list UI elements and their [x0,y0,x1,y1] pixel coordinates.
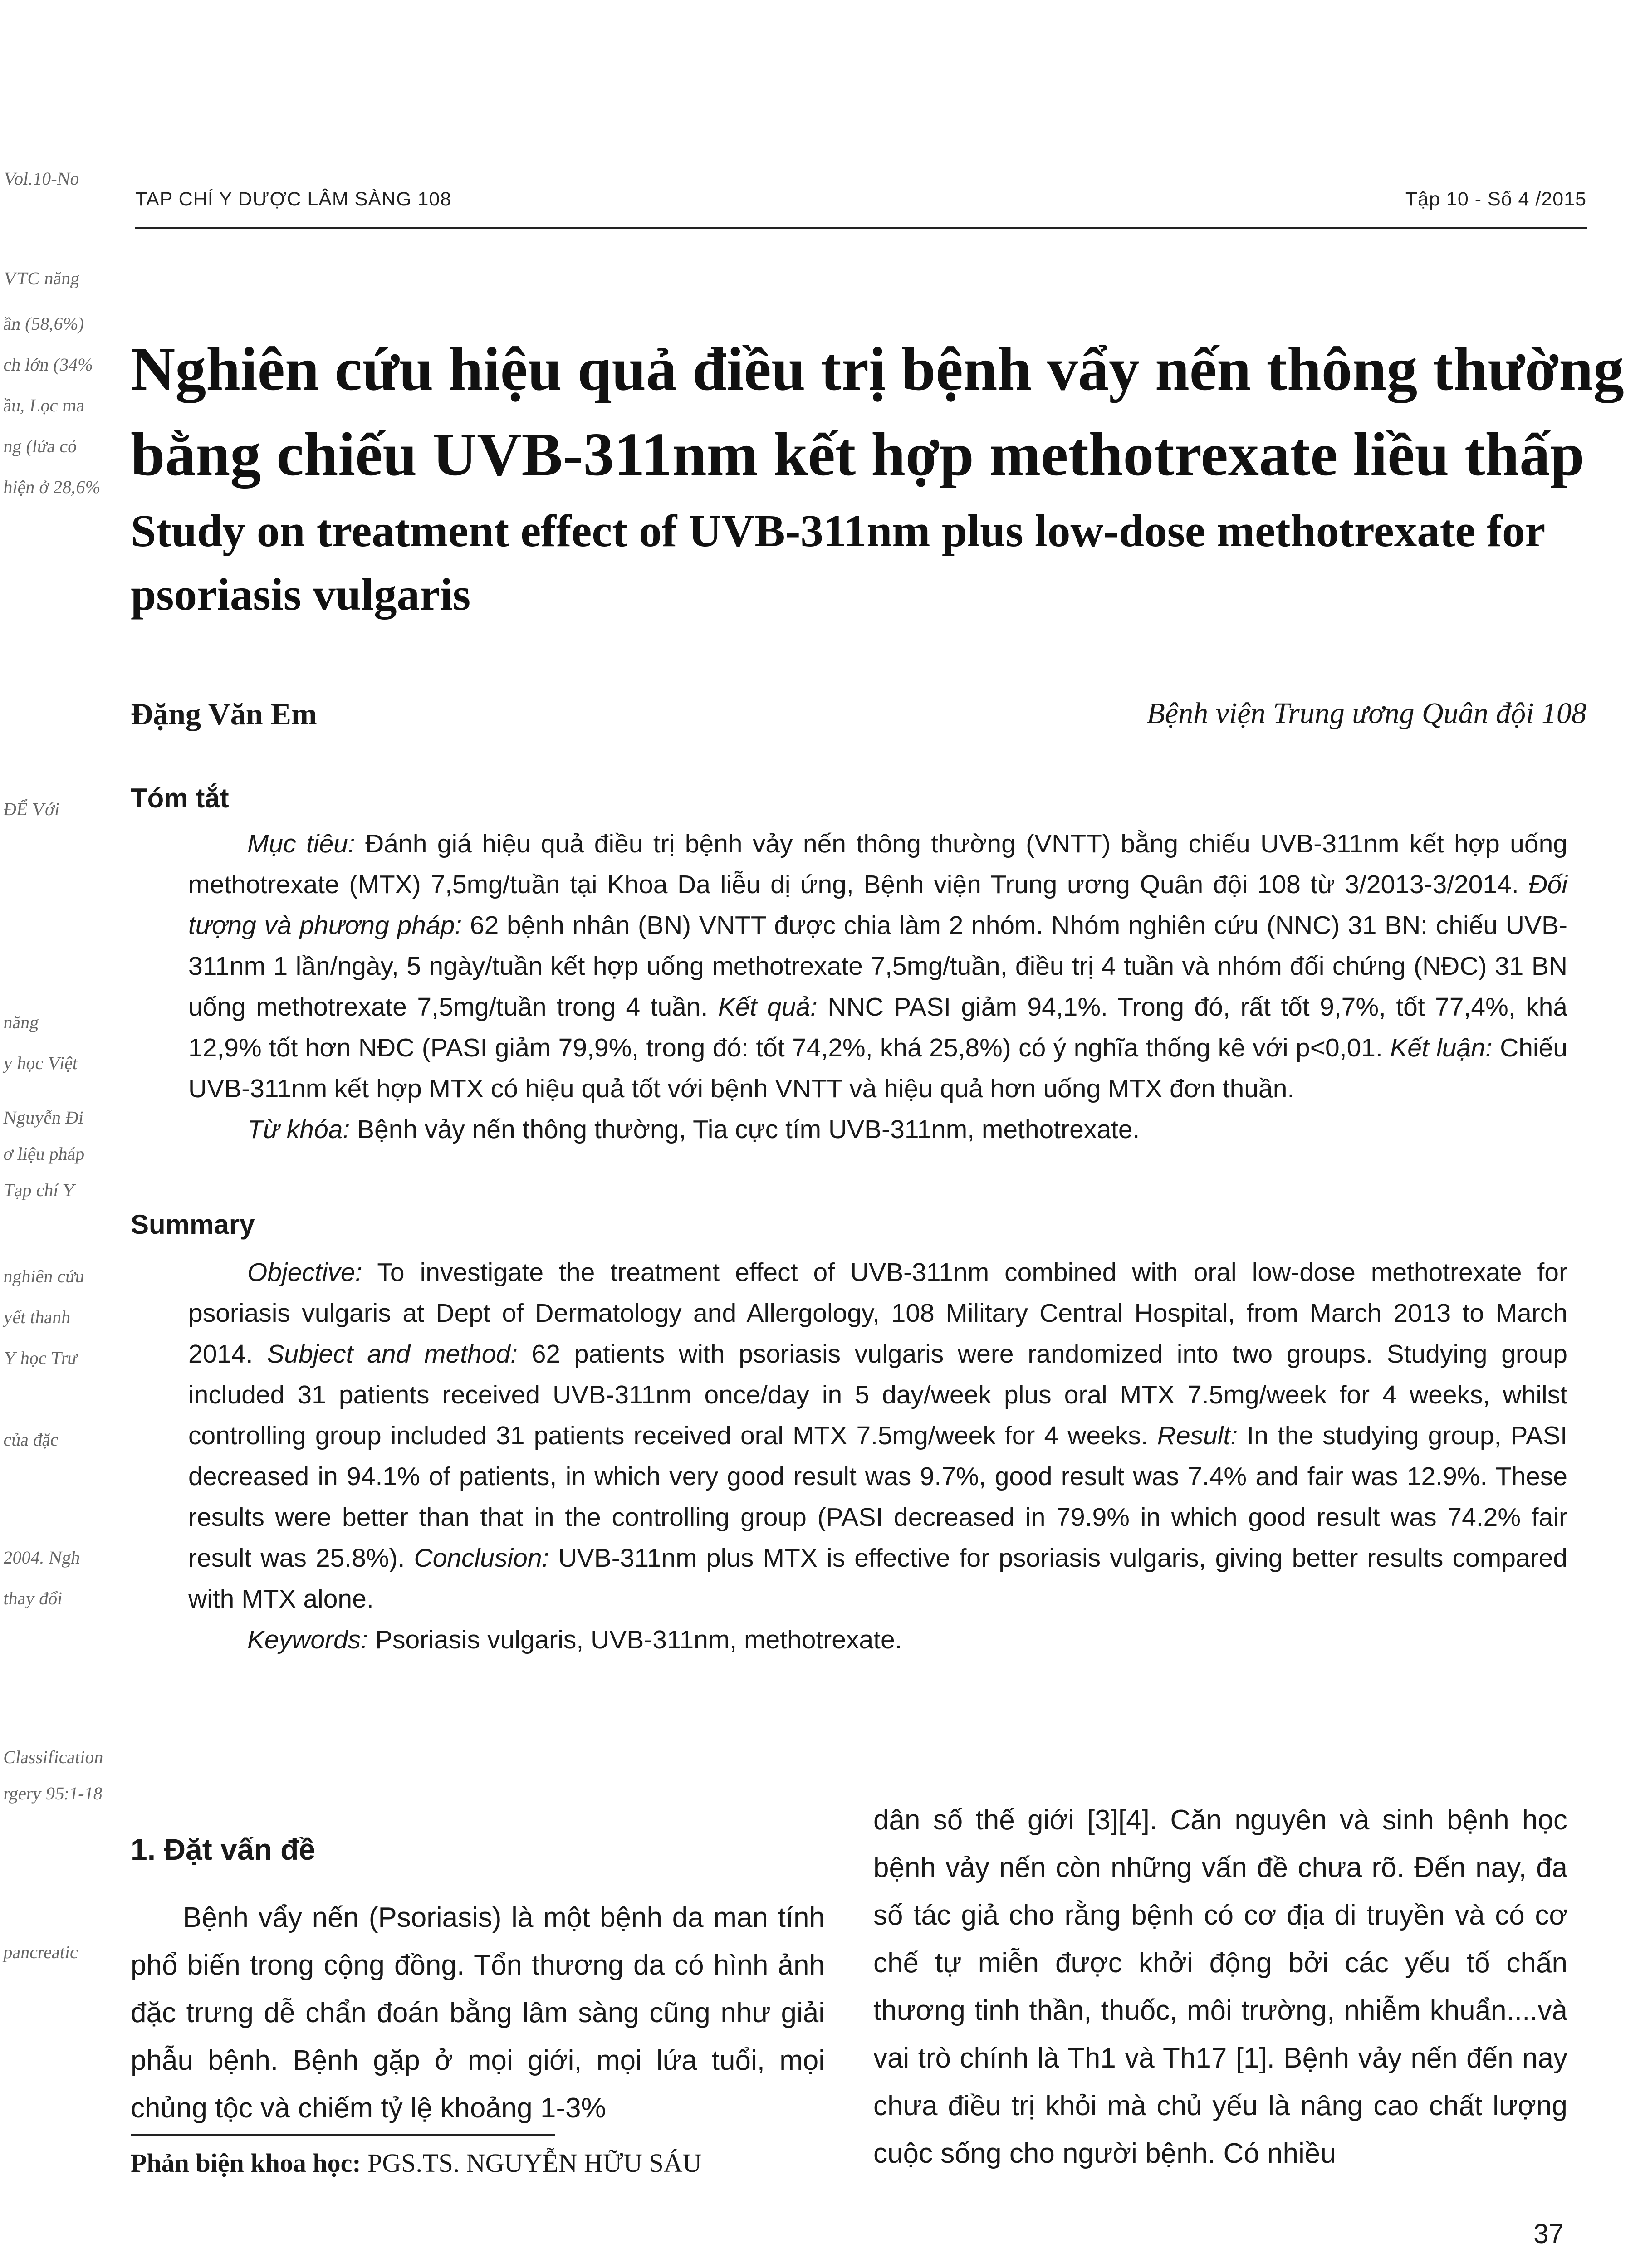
title-english [131,499,1605,626]
margin-scrap: 2004. Ngh [2,1547,82,1568]
label-objective-en: Objective: [247,1258,362,1287]
margin-scrap: ơ liệu pháp [2,1144,87,1164]
label-keywords-vi: Từ khóa: [247,1115,350,1144]
label-result-en: Result: [1157,1421,1238,1450]
section-heading: 1. Đặt vấn đề [131,1833,316,1866]
abstract-vi-body [188,823,1567,1109]
text-method-en: 62 patients with psoriasis vulgaris were randomized into two groups. Studying group included 31 patients received UVB-311nm once/day in 5 day/week plus oral MTX 7.5mg/week for 4 weeks, whilst controlling group included 31 patients received oral MTX 7.5mg/week for 4 weeks. [188,1339,1568,1450]
margin-scrap: thay đổi [2,1588,64,1608]
margin-scrap: Y học Trư [2,1348,79,1368]
label-method-vi: Đối tượng và phương pháp: [188,870,1567,940]
abstract-en-heading: Summary [131,1209,255,1240]
title-vi-line1: Nghiên cứu hiệu quả điều trị bệnh vẩy nến thông thường [131,335,1624,403]
label-method-en: Subject and method: [267,1339,518,1369]
footnote-divider [131,2134,555,2136]
margin-scrap: Classification [2,1747,105,1767]
title-vietnamese [131,327,1624,497]
margin-scrap: rgery 95:1-18 [2,1783,104,1804]
margin-scrap: ch lớn (34% [2,354,94,375]
abstract-en-body [188,1252,1567,1619]
text-objective-vi: Đánh giá hiệu quả điều trị bệnh vảy nến thông thường (VNTT) bằng chiếu UVB-311nm kết hợp uống methotrexate (MTX) 7,5mg/tuần tại Khoa Da liễu dị ứng, Bệnh viện Trung ương Quân đội 108 từ 3/2013-3/2014. [188,829,1567,899]
margin-scrap: nghiên cứu [2,1266,86,1286]
label-result-vi: Kết quả: [718,992,818,1022]
header-divider [135,227,1587,229]
text-method-vi: 62 bệnh nhân (BN) VNTT được chia làm 2 nhóm. Nhóm nghiên cứu (NNC) 31 BN: chiếu UVB-311nm 1 lần/ngày, 5 ngày/tuần kết hợp uống methotrexate 7,5mg/tuần, điều trị 4 tuần và nhóm đối chứng (NĐC) 31 BN uống methotrexate 7,5mg/tuần trong 4 tuần. [188,911,1567,1022]
text-objective-en: To investigate the treatment effect of UVB-311nm combined with oral low-dose methotrexate for psoriasis vulgaris at Dept of Dermatology and Allergology, 108 Military Central Hospital, from March 2013 to March 2014. [188,1258,1567,1369]
label-conclusion-vi: Kết luận: [1390,1033,1493,1062]
title-en-line2: psoriasis vulgaris [131,569,471,620]
margin-bleed-through [0,150,109,1962]
body-column-left [131,1826,825,2132]
margin-scrap: ng (lứa cỏ [2,436,78,456]
body-paragraph-continued: dân số thế giới [3][4]. Căn nguyên và sinh bệnh học bệnh vảy nến còn những vấn đề chưa rõ. Đến nay, đa số tác giả cho rằng bệnh có cơ địa di truyền và có cơ chế tự miễn được khởi động bởi các yếu tố chấn thương tinh thần, thuốc, môi trường, nhiễm khuẩn....và vai trò chính là Th1 và Th17 [1]. Bệnh vảy nến đến nay chưa điều trị khỏi mà chủ yếu là nâng cao chất lượng cuộc sống cho người bệnh. Có nhiều [873,1804,1567,2169]
text-result-en: In the studying group, PASI decreased in 94.1% of patients, in which very good result was 9.7%, good result was 7.4% and fair was 12.9%. These results were better than that in the controlling group (PASI decreased in 79.9% in which good result was 74.2% fair result was 25.8%). [188,1421,1567,1573]
keywords-en [188,1619,1567,1660]
margin-scrap: năng [2,1012,40,1032]
label-keywords-en: Keywords: [247,1625,368,1654]
margin-scrap: Nguyễn Đi [2,1107,85,1128]
reviewer-footnote [131,2148,701,2178]
text-conclusion-en: UVB-311nm plus MTX is effective for psoriasis vulgaris, giving better results compared with MTX alone. [188,1544,1567,1613]
margin-scrap: Vol.10-No [2,168,81,189]
text-keywords-vi: Bệnh vảy nến thông thường, Tia cực tím UVB-311nm, methotrexate. [350,1115,1140,1144]
text-conclusion-vi: Chiếu UVB-311nm kết hợp MTX có hiệu quả tốt với bệnh VNTT và hiệu quả hơn uống MTX đơn thuần. [188,1033,1567,1103]
journal-name: TAP CHÍ Y DƯỢC LÂM SÀNG 108 [135,188,452,210]
text-keywords-en: Psoriasis vulgaris, UVB-311nm, methotrexate. [368,1625,902,1654]
label-objective-vi: Mục tiêu: [247,829,355,858]
abstract-vietnamese [188,823,1567,1150]
margin-scrap: ầu, Lọc ma [2,395,86,415]
margin-scrap: ĐỂ Với [2,799,61,819]
title-en-line1: Study on treatment effect of UVB-311nm plus low-dose methotrexate for [131,505,1546,556]
reviewer-name: PGS.TS. NGUYỄN HỮU SÁU [361,2148,702,2178]
margin-scrap: pancreatic [2,1942,80,1962]
abstract-english [188,1252,1567,1660]
issue-number: Tập 10 - Số 4 /2015 [1405,188,1586,210]
reviewer-label: Phản biện khoa học: [131,2148,361,2178]
author-affiliation: Bệnh viện Trung ương Quân đội 108 [1146,697,1586,730]
margin-scrap: y học Việt [2,1053,79,1073]
author-name: Đặng Văn Em [131,697,317,731]
margin-scrap: của đặc [2,1429,60,1450]
margin-scrap: Tạp chí Y [2,1180,77,1200]
abstract-vi-heading: Tóm tắt [131,783,229,813]
body-paragraph: Bệnh vẩy nến (Psoriasis) là một bệnh da man tính phổ biến trong cộng đồng. Tổn thương da có hình ảnh đặc trưng dễ chẩn đoán bằng lâm sàng cũng như giải phẫu bệnh. Bệnh gặp ở mọi giới, mọi lứa tuổi, mọi chủng tộc và chiếm tỷ lệ khoảng 1-3% [131,1902,825,2124]
text-result-vi: NNC PASI giảm 94,1%. Trong đó, rất tốt 9,7%, tốt 77,4%, khá 12,9% tốt hơn NĐC (PASI giảm 79,9%, trong đó: tốt 74,2%, khá 25,8%) có ý nghĩa thống kê với p<0,01. [188,992,1567,1062]
margin-scrap: yết thanh [2,1307,72,1327]
label-conclusion-en: Conclusion: [414,1544,549,1573]
title-vi-line2: bằng chiếu UVB-311nm kết hợp methotrexate liều thấp [131,420,1585,489]
page-number: 37 [1533,2219,1564,2249]
body-column-right [873,1796,1567,2177]
margin-scrap: hiện ở 28,6% [2,477,102,497]
keywords-vi [188,1109,1567,1150]
margin-scrap: ần (58,6%) [2,313,86,334]
margin-scrap: VTC năng [2,268,81,288]
